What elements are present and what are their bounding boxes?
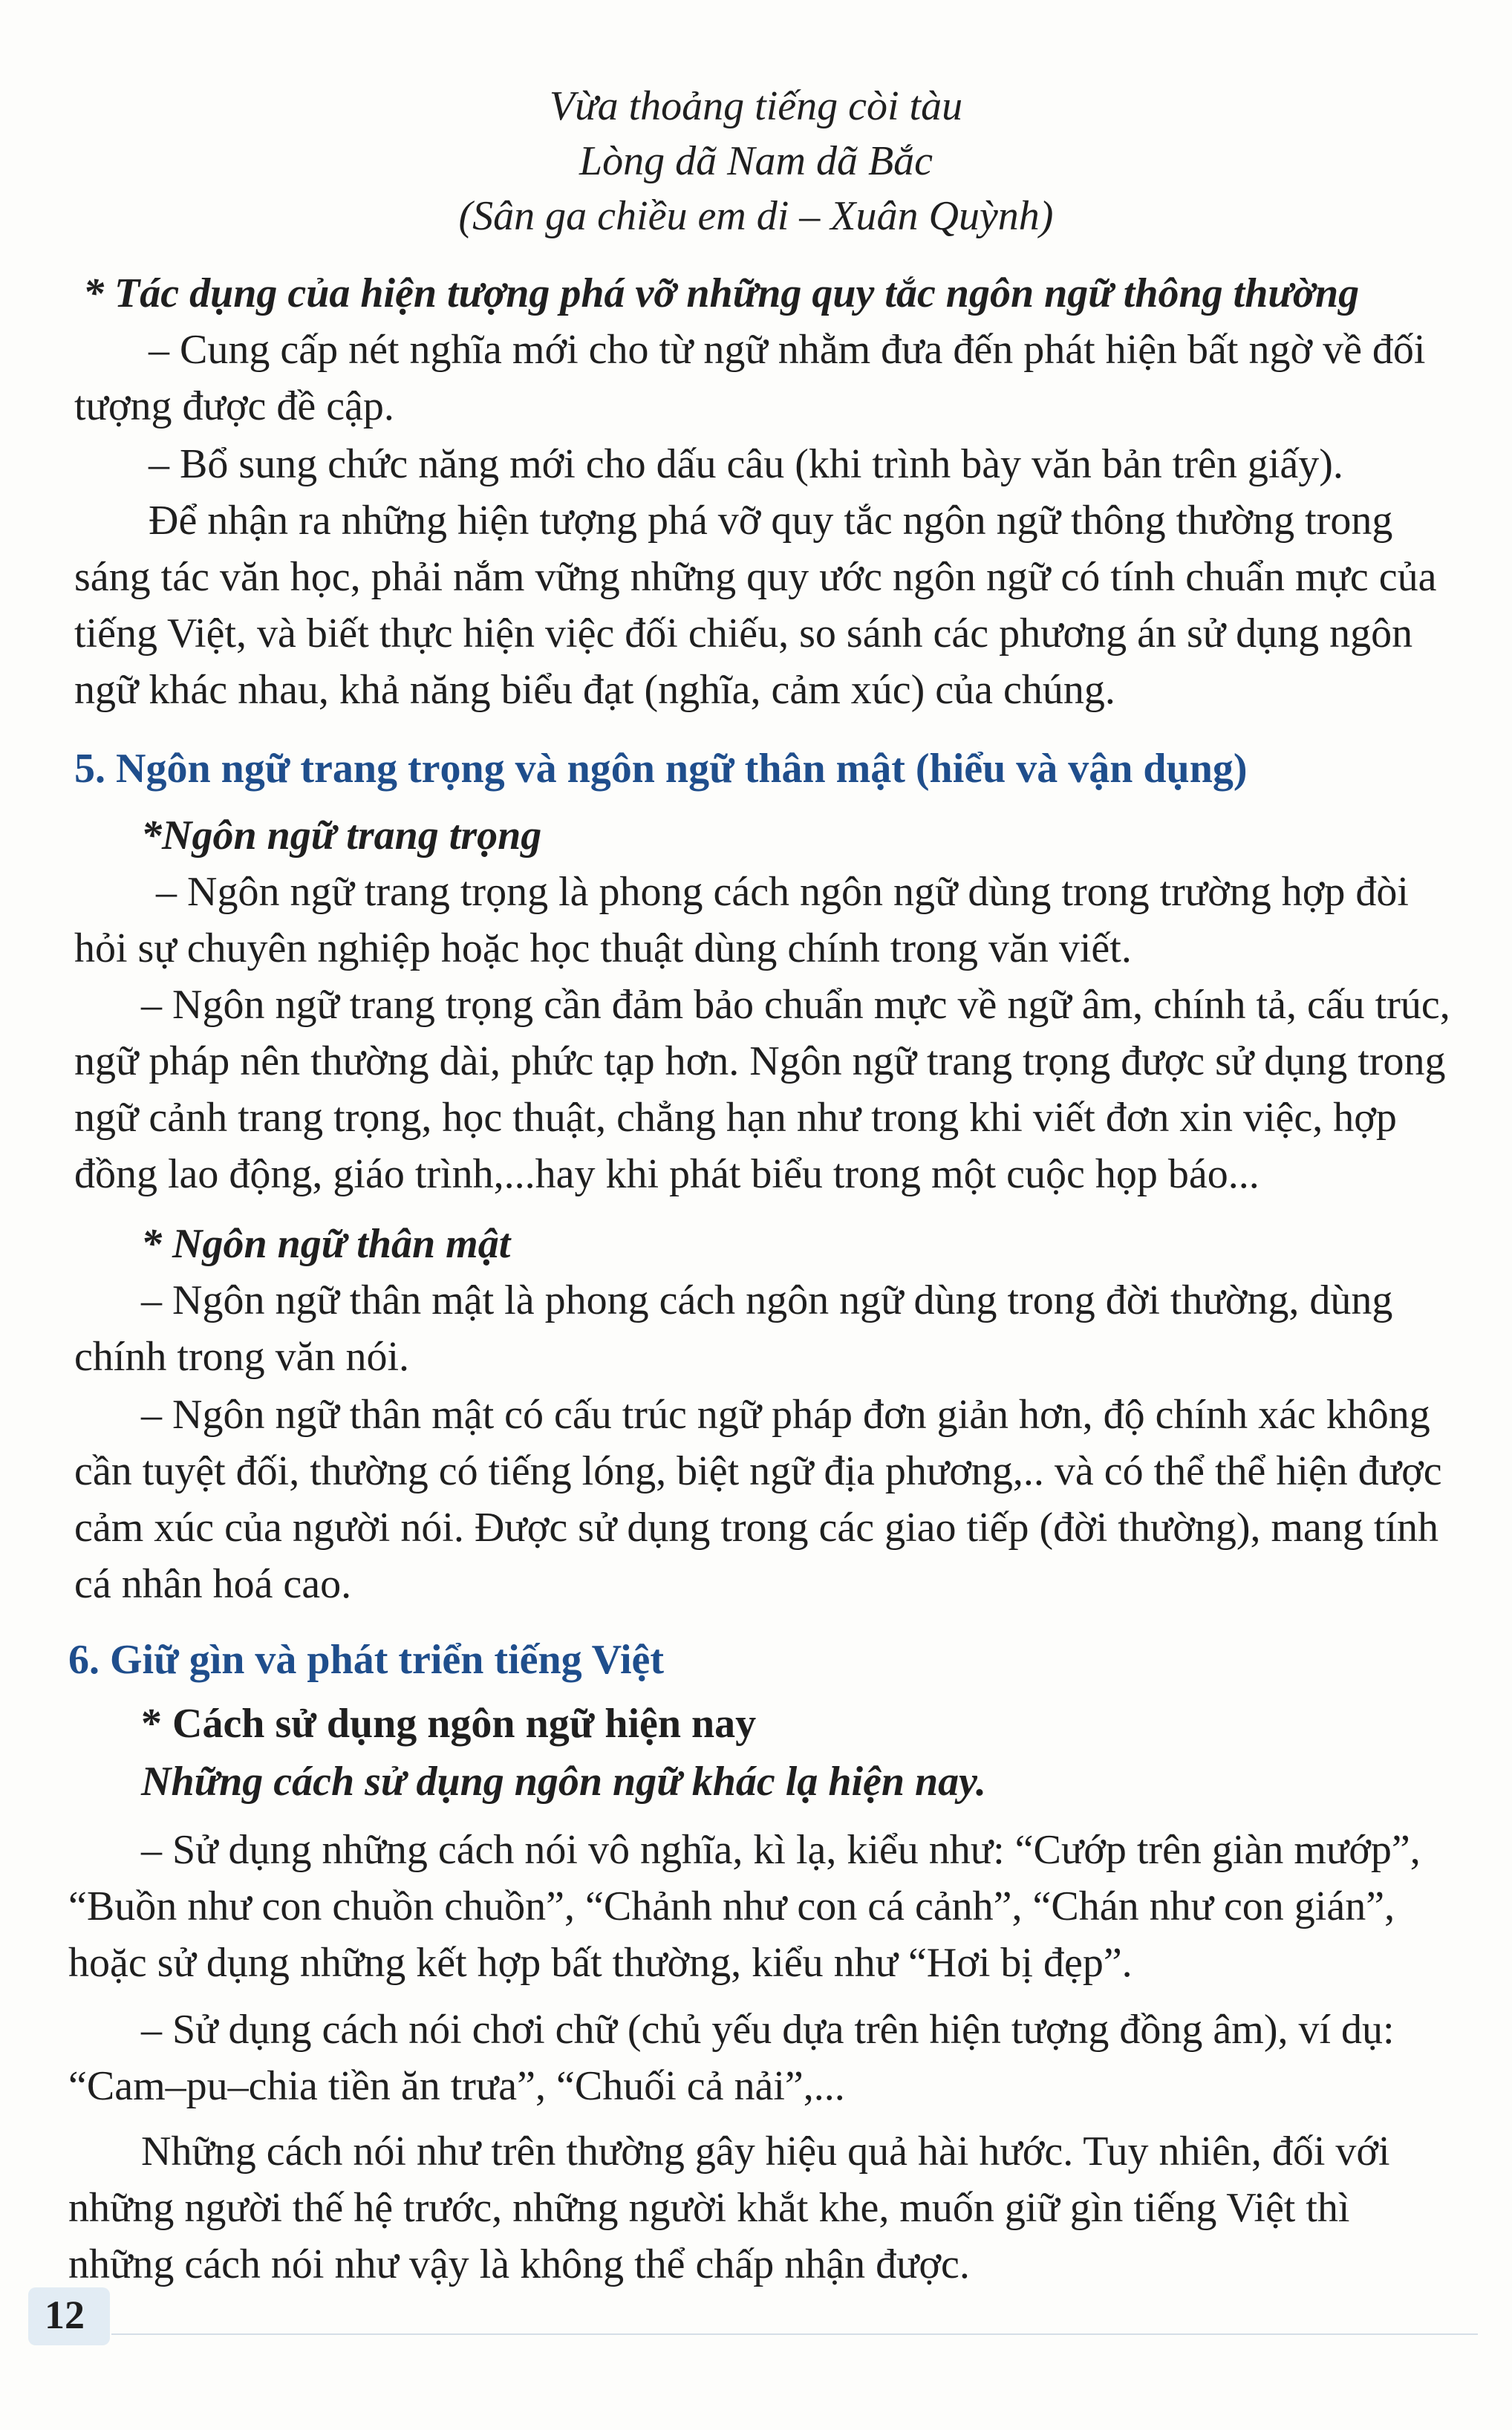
footer-divider bbox=[111, 2333, 1478, 2335]
effect-heading: * Tác dụng của hiện tượng phá vỡ những quy tắc ngôn ngữ thông thường bbox=[83, 270, 1360, 316]
intimate-line: cần tuyệt đối, thường có tiếng lóng, biệt ngữ địa phương,.. và có thể thể hiện được bbox=[74, 1448, 1442, 1494]
formal-line: ngữ cảnh trang trọng, học thuật, chẳng hạn như trong khi viết đơn xin việc, hợp bbox=[74, 1095, 1397, 1141]
poem-attribution: (Sân ga chiều em di – Xuân Quỳnh) bbox=[458, 193, 1054, 239]
effect-line: tượng được đề cập. bbox=[74, 383, 394, 429]
formal-line: hỏi sự chuyên nghiệp hoặc học thuật dùng chính trong văn viết. bbox=[74, 925, 1132, 971]
odd-usage-title: Những cách sử dụng ngôn ngữ khác lạ hiện nay. bbox=[141, 1759, 986, 1805]
usage-line: “Buồn như con chuồn chuồn”, “Chảnh như con cá cảnh”, “Chán như con gián”, bbox=[68, 1883, 1395, 1929]
poem-line-2: Lòng dã Nam dã Bắc bbox=[579, 138, 933, 184]
intimate-line: cá nhân hoá cao. bbox=[74, 1561, 352, 1607]
usage-line: – Sử dụng cách nói chơi chữ (chủ yếu dựa trên hiện tượng đồng âm), ví dụ: bbox=[141, 2007, 1395, 2053]
effect-line: – Bổ sung chức năng mới cho dấu câu (khi trình bày văn bản trên giấy). bbox=[149, 441, 1343, 487]
usage-line: – Sử dụng những cách nói vô nghĩa, kì lạ, kiểu như: “Cướp trên giàn mướp”, bbox=[141, 1827, 1421, 1873]
formal-language-title: *Ngôn ngữ trang trọng bbox=[141, 812, 542, 859]
usage-line: những cách nói như vậy là không thể chấp nhận được. bbox=[68, 2241, 970, 2287]
intimate-line: cảm xúc của người nói. Được sử dụng trong các giao tiếp (đời thường), mang tính bbox=[74, 1505, 1439, 1551]
usage-title: * Cách sử dụng ngôn ngữ hiện nay bbox=[141, 1701, 757, 1747]
usage-line: những người thế hệ trước, những người khắt khe, muốn giữ gìn tiếng Việt thì bbox=[68, 2185, 1350, 2231]
intimate-line: – Ngôn ngữ thân mật có cấu trúc ngữ pháp đơn giản hơn, độ chính xác không bbox=[141, 1392, 1430, 1438]
effect-line: ngữ khác nhau, khả năng biểu đạt (nghĩa, cảm xúc) của chúng. bbox=[74, 667, 1115, 713]
formal-line: ngữ pháp nên thường dài, phức tạp hơn. Ngôn ngữ trang trọng được sử dụng trong bbox=[74, 1038, 1446, 1084]
poem-line-1: Vừa thoảng tiếng còi tàu bbox=[549, 83, 963, 129]
formal-line: – Ngôn ngữ trang trọng cần đảm bảo chuẩn mực về ngữ âm, chính tả, cấu trúc, bbox=[141, 982, 1450, 1028]
effect-line: Để nhận ra những hiện tượng phá vỡ quy tắc ngôn ngữ thông thường trong bbox=[149, 498, 1393, 544]
formal-line: đồng lao động, giáo trình,...hay khi phát biểu trong một cuộc họp báo... bbox=[74, 1151, 1260, 1197]
formal-line: – Ngôn ngữ trang trọng là phong cách ngôn ngữ dùng trong trường hợp đòi bbox=[156, 869, 1409, 915]
section-5-heading: 5. Ngôn ngữ trang trọng và ngôn ngữ thân mật (hiểu và vận dụng) bbox=[74, 746, 1248, 792]
usage-line: Những cách nói như trên thường gây hiệu quả hài hước. Tuy nhiên, đối với bbox=[141, 2128, 1390, 2175]
usage-line: “Cam–pu–chia tiền ăn trưa”, “Chuối cả nải”,... bbox=[68, 2063, 845, 2109]
intimate-language-title: * Ngôn ngữ thân mật bbox=[141, 1221, 511, 1267]
usage-line: hoặc sử dụng những kết hợp bất thường, kiểu như “Hơi bị đẹp”. bbox=[68, 1940, 1133, 1986]
effect-line: tiếng Việt, và biết thực hiện việc đối chiếu, so sánh các phương án sử dụng ngôn bbox=[74, 610, 1413, 657]
intimate-line: chính trong văn nói. bbox=[74, 1334, 410, 1380]
section-6-heading: 6. Giữ gìn và phát triển tiếng Việt bbox=[68, 1637, 665, 1683]
intimate-line: – Ngôn ngữ thân mật là phong cách ngôn ngữ dùng trong đời thường, dùng bbox=[141, 1277, 1393, 1323]
effect-line: – Cung cấp nét nghĩa mới cho từ ngữ nhằm đưa đến phát hiện bất ngờ về đối bbox=[149, 327, 1426, 373]
effect-line: sáng tác văn học, phải nắm vững những quy ước ngôn ngữ có tính chuẩn mực của bbox=[74, 554, 1437, 600]
page-number: 12 bbox=[45, 2293, 85, 2337]
